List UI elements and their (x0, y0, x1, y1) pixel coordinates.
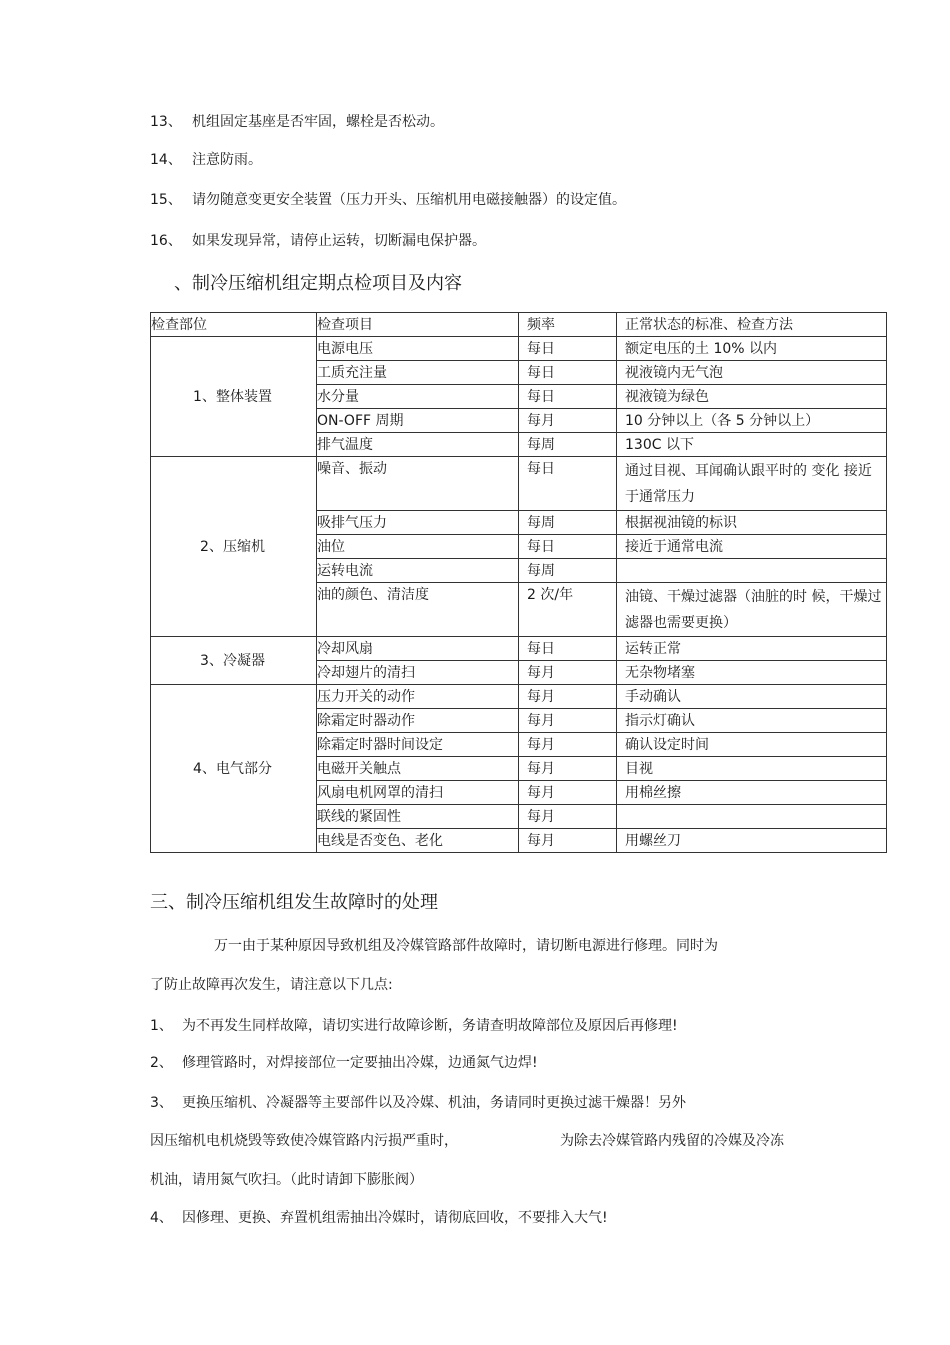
std-cell: 油镜、干燥过滤器（油脏的时 候，干燥过滤器也需要更换） (617, 583, 887, 637)
list-number: 16、 (150, 233, 182, 249)
list-item-13 (150, 112, 444, 132)
item-cell: 工质充注量 (317, 361, 519, 385)
header-cell: 频率 (519, 313, 617, 337)
list-text: 注意防雨。 (192, 152, 262, 168)
table-row (151, 637, 887, 661)
list-item-3 (150, 1093, 686, 1113)
item-cell: ON-OFF 周期 (317, 409, 519, 433)
std-cell (617, 559, 887, 583)
std-cell (617, 805, 887, 829)
list-text: 如果发现异常，请停止运转，切断漏电保护器。 (192, 233, 486, 249)
item-cell: 噪音、振动 (317, 457, 519, 511)
item-cell: 电磁开关触点 (317, 757, 519, 781)
group-cell: 2、压缩机 (151, 457, 317, 637)
list-item-1 (150, 1016, 678, 1036)
std-cell: 接近于通常电流 (617, 535, 887, 559)
freq-cell: 每周 (519, 559, 617, 583)
std-cell: 确认设定时间 (617, 733, 887, 757)
item-3-continuation-c: 机油，请用氮气吹扫。（此时请卸下膨胀阀） (150, 1172, 423, 1188)
table-header-row (151, 313, 887, 337)
freq-cell: 每日 (519, 361, 617, 385)
item-cell: 冷却风扇 (317, 637, 519, 661)
item-cell: 冷却翅片的清扫 (317, 661, 519, 685)
freq-cell: 每日 (519, 535, 617, 559)
item-cell: 吸排气压力 (317, 511, 519, 535)
section-2-title: 、制冷压缩机组定期点检项目及内容 (174, 273, 462, 294)
header-cell: 检查项目 (317, 313, 519, 337)
list-item-2 (150, 1053, 538, 1073)
freq-cell: 每周 (519, 511, 617, 535)
list-number: 14、 (150, 152, 182, 168)
freq-cell: 每月 (519, 685, 617, 709)
group-cell: 4、电气部分 (151, 685, 317, 853)
list-number: 15、 (150, 192, 182, 208)
table-row (151, 457, 887, 511)
table-row (151, 685, 887, 709)
freq-cell: 每日 (519, 637, 617, 661)
list-text: 机组固定基座是否牢固，螺栓是否松动。 (192, 114, 444, 130)
std-cell: 手动确认 (617, 685, 887, 709)
std-cell: 用棉丝擦 (617, 781, 887, 805)
freq-cell: 每月 (519, 781, 617, 805)
header-cell: 检查部位 (151, 313, 317, 337)
std-cell: 视液镜内无气泡 (617, 361, 887, 385)
list-number: 2、 (150, 1055, 173, 1071)
list-text: 请勿随意变更安全装置（压力开头、压缩机用电磁接触器）的设定值。 (192, 192, 626, 208)
inspection-table (150, 312, 887, 853)
section-3-title: 三、制冷压缩机组发生故障时的处理 (150, 892, 438, 913)
freq-cell: 2 次/年 (519, 583, 617, 637)
item-cell: 电源电压 (317, 337, 519, 361)
freq-cell: 每日 (519, 385, 617, 409)
std-cell: 指示灯确认 (617, 709, 887, 733)
list-text: 更换压缩机、冷凝器等主要部件以及冷媒、机油，务请同时更换过滤干燥器！另外 (182, 1095, 686, 1111)
item-cell: 除霜定时器时间设定 (317, 733, 519, 757)
list-number: 3、 (150, 1095, 173, 1111)
intro-line-2: 了防止故障再次发生，请注意以下几点: (150, 977, 393, 993)
freq-cell: 每月 (519, 829, 617, 853)
item-cell: 油的颜色、清洁度 (317, 583, 519, 637)
item-cell: 压力开关的动作 (317, 685, 519, 709)
std-cell: 无杂物堵塞 (617, 661, 887, 685)
list-item-15 (150, 190, 626, 210)
item-cell: 排气温度 (317, 433, 519, 457)
item-3-continuation-a: 因压缩机电机烧毁等致使冷媒管路内污损严重时， (150, 1133, 458, 1149)
std-cell: 目视 (617, 757, 887, 781)
freq-cell: 每月 (519, 409, 617, 433)
freq-cell: 每月 (519, 661, 617, 685)
freq-cell: 每月 (519, 733, 617, 757)
item-cell: 联线的紧固性 (317, 805, 519, 829)
freq-cell: 每日 (519, 457, 617, 511)
item-3-continuation-b: 为除去冷媒管路内残留的冷媒及冷冻 (560, 1133, 784, 1149)
item-cell: 风扇电机网罩的清扫 (317, 781, 519, 805)
list-number: 1、 (150, 1018, 173, 1034)
std-cell: 运转正常 (617, 637, 887, 661)
list-item-16 (150, 231, 486, 251)
item-cell: 水分量 (317, 385, 519, 409)
group-cell: 3、冷凝器 (151, 637, 317, 685)
std-cell: 130C 以下 (617, 433, 887, 457)
table-row (151, 337, 887, 361)
std-cell: 10 分钟以上（各 5 分钟以上） (617, 409, 887, 433)
item-cell: 电线是否变色、老化 (317, 829, 519, 853)
std-cell: 额定电压的土 10% 以内 (617, 337, 887, 361)
list-text: 修理管路时，对焊接部位一定要抽出冷媒，边通氮气边焊! (182, 1055, 538, 1071)
freq-cell: 每月 (519, 709, 617, 733)
list-number: 13、 (150, 114, 182, 130)
list-number: 4、 (150, 1210, 173, 1226)
std-cell: 视液镜为绿色 (617, 385, 887, 409)
std-cell: 用螺丝刀 (617, 829, 887, 853)
std-cell: 根据视油镜的标识 (617, 511, 887, 535)
freq-cell: 每周 (519, 433, 617, 457)
freq-cell: 每日 (519, 337, 617, 361)
group-cell: 1、整体装置 (151, 337, 317, 457)
intro-line-1: 万一由于某种原因导致机组及冷媒管路部件故障时，请切断电源进行修理。同时为 (214, 938, 718, 954)
std-cell: 通过目视、耳闻确认跟平时的 变化 接近于通常压力 (617, 457, 887, 511)
item-cell: 运转电流 (317, 559, 519, 583)
header-cell: 正常状态的标准、检查方法 (617, 313, 887, 337)
item-cell: 油位 (317, 535, 519, 559)
list-text: 因修理、更换、弃置机组需抽出冷媒时，请彻底回收，不要排入大气! (182, 1210, 608, 1226)
list-item-14 (150, 150, 262, 170)
freq-cell: 每月 (519, 805, 617, 829)
freq-cell: 每月 (519, 757, 617, 781)
item-cell: 除霜定时器动作 (317, 709, 519, 733)
list-text: 为不再发生同样故障，请切实进行故障诊断，务请查明故障部位及原因后再修理! (182, 1018, 678, 1034)
list-item-4 (150, 1208, 608, 1228)
